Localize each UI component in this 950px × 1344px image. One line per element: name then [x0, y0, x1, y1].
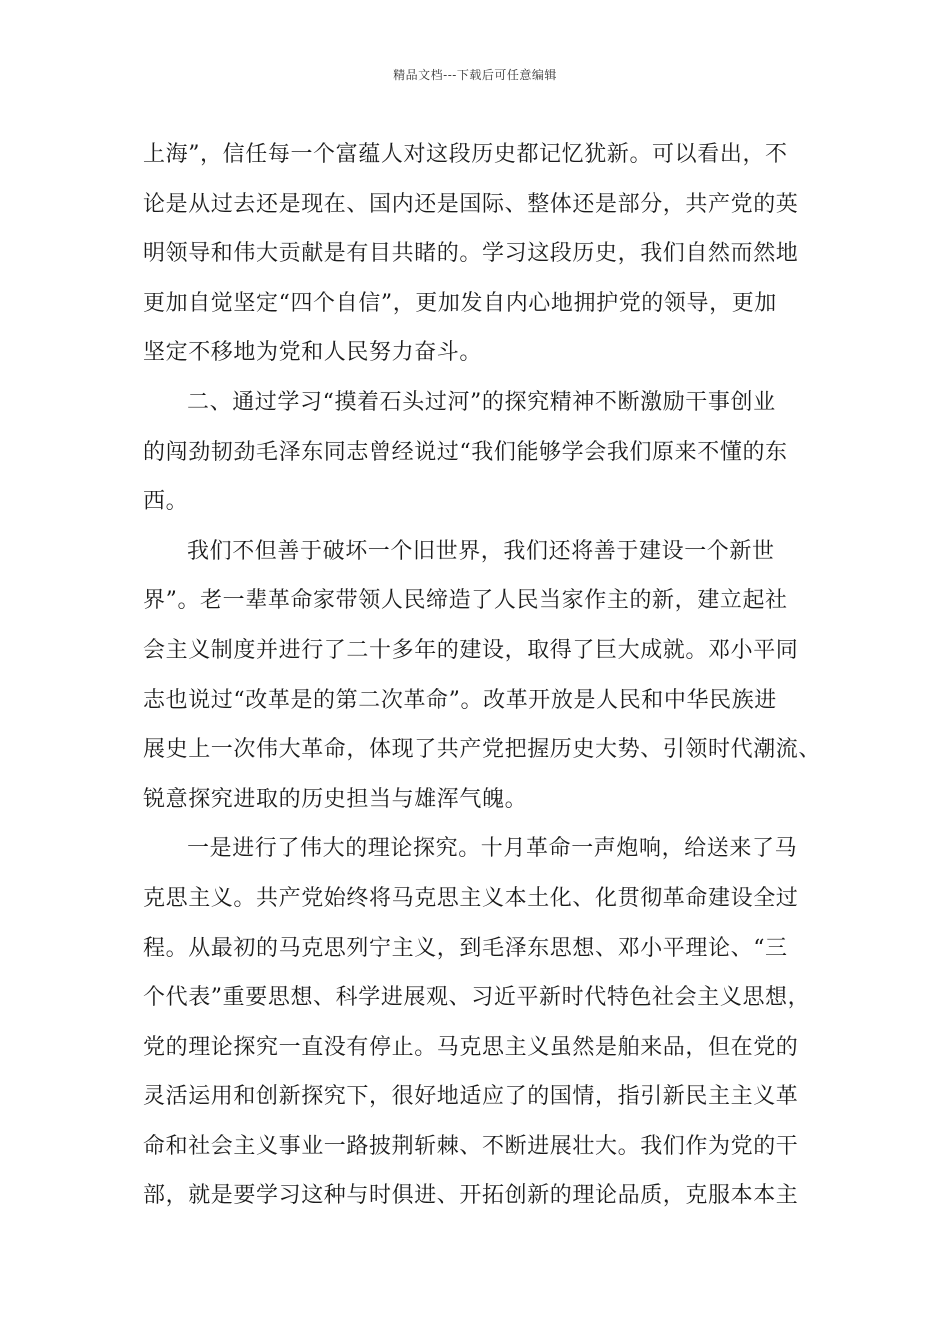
- section-heading-line: 二、通过学习“摸着石头过河”的探究精神不断激励干事创业: [187, 389, 776, 415]
- text-line: 上海”，信任每一个富蕴人对这段历史都记忆犹新。可以看出，不: [143, 142, 788, 167]
- text-line: 坚定不移地为党和人民努力奋斗。: [143, 340, 483, 366]
- page-header: 精品文档---下载后可任意编辑: [393, 68, 557, 82]
- text-line: 命和社会主义事业一路披荆斩棘、不断进展壮大。我们作为党的干: [143, 1133, 799, 1159]
- text-line: 锐意探究进取的历史担当与雄浑气魄。: [143, 786, 528, 812]
- text-line: 论是从过去还是现在、国内还是国际、整体还是部分，共产党的英: [143, 191, 799, 217]
- text-line: 我们不但善于破坏一个旧世界，我们还将善于建设一个新世: [187, 538, 775, 564]
- text-line: 志也说过“改革是的第二次革命”。改革开放是人民和中华民族进: [143, 687, 777, 713]
- section-heading-line: 的闯劲韧劲毛泽东同志曾经说过“我们能够学会我们原来不懂的东: [143, 439, 788, 465]
- text-line: 明领导和伟大贡献是有目共睹的。学习这段历史，我们自然而然地: [143, 241, 799, 267]
- text-line: 西。: [143, 489, 189, 515]
- text-line: 会主义制度并进行了二十多年的建设，取得了巨大成就。邓小平同: [143, 637, 799, 663]
- text-line: 一是进行了伟大的理论探究。十月革命一声炮响，给送来了马: [187, 836, 798, 862]
- text-line: 灵活运用和创新探究下，很好地适应了的国情，指引新民主主义革: [143, 1084, 799, 1110]
- text-line: 个代表”重要思想、科学进展观、习近平新时代特色社会主义思想，: [143, 985, 811, 1011]
- text-line: 更加自觉坚定“四个自信”，更加发自内心地拥护党的领导，更加: [143, 290, 777, 316]
- text-line: 展史上一次伟大革命，体现了共产党把握历史大势、引领时代潮流、: [143, 737, 822, 763]
- text-line: 克思主义。共产党始终将马克思主义本土化、化贯彻革命建设全过: [143, 885, 799, 911]
- text-line: 界”。老一辈革命家带领人民缔造了人民当家作主的新，建立起社: [143, 588, 788, 614]
- document-body: [143, 130, 822, 1221]
- text-line: 部，就是要学习这种与时俱进、开拓创新的理论品质，克服本本主: [143, 1183, 799, 1209]
- text-line: 党的理论探究一直没有停止。马克思主义虽然是舶来品，但在党的: [143, 1034, 799, 1060]
- text-line: 程。从最初的马克思列宁主义，到毛泽东思想、邓小平理论、“三: [143, 935, 788, 961]
